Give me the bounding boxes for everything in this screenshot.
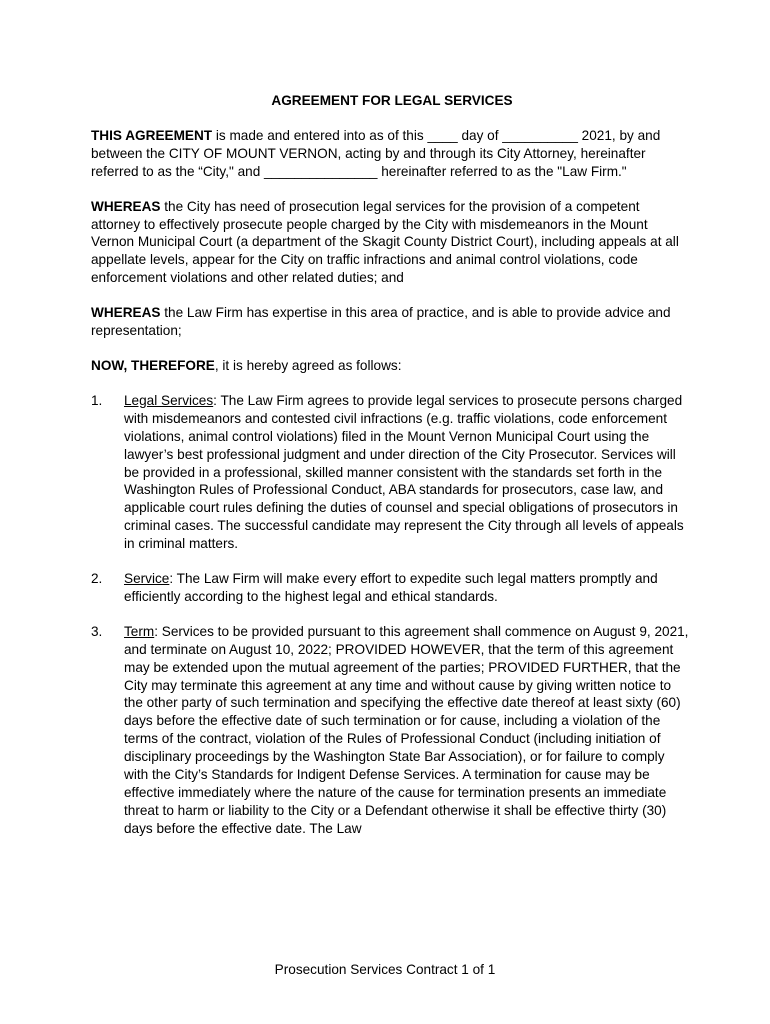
intro-lead: THIS AGREEMENT [91,127,213,143]
therefore-paragraph [91,357,691,375]
intro-text: is made and entered into as of this ____ day of __________ 2021, by and between the CITY OF MOUNT VERNON, acting by and through its City Attorney, hereinafter referred to as the “City," and _______________ hereinafter referred to as the "Law Firm." [91,127,661,179]
document-body [91,92,691,855]
section-number: 3. [91,623,103,639]
whereas-paragraph-2 [91,304,691,340]
page-footer: Prosecution Services Contract 1 of 1 [274,962,496,977]
section-heading: Term [124,623,155,639]
section-heading: Legal Services [124,392,214,408]
section-text: : The Law Firm will make every effort to expedite such legal matters promptly and efficiently according to the highest legal and ethical standards. [124,571,658,604]
section-body [124,570,691,606]
section-body [124,623,691,838]
intro-paragraph [91,127,691,181]
section-number: 2. [91,571,103,587]
whereas-2-lead: WHEREAS [91,305,161,321]
section-body [124,392,691,553]
therefore-text: , it is hereby agreed as follows: [214,357,402,373]
therefore-lead: NOW, THEREFORE [91,357,215,373]
section-heading: Service [124,571,170,587]
section-number: 1. [91,392,103,408]
whereas-paragraph-1 [91,198,691,288]
section-text: : Services to be provided pursuant to this agreement shall commence on August 9, 2021, and terminate on August 10, 2022; PROVIDED HOWEVER, that the term of this agreement may be extended upon the mutual agreement of the parties; PROVIDED FURTHER, that the City may terminate this agreement at any time and without cause by giving written notice to the other party of such termination and specifying the effective date thereof at least sixty (60) days before the effective date of such termination or for cause, including a violation of the terms of the contract, violation of the Rules of Professional Conduct (including initiation of disciplinary proceedings by the Washington State Bar Association), or for failure to comply with the City’s Standards for Indigent Defense Services. A termination for cause may be effective immediately where the nature of the cause for termination presents an immediate threat to harm or liability to the City or a Defendant otherwise it shall be effective thirty (30) days before the effective date. The Law [124,623,689,836]
document-title: AGREEMENT FOR LEGAL SERVICES [271,93,513,108]
whereas-1-text: the City has need of prosecution legal services for the provision of a competent attorney to effectively prosecute people charged by the City with misdemeanors in the Mount Vernon Municipal Court (a department of the Skagit County District Court), including appeals at all appellate levels, appear for the City on traffic infractions and animal control violations, code enforcement violations and other related duties; and [91,198,679,286]
whereas-2-text: the Law Firm has expertise in this area of practice, and is able to provide advice and representation; [91,305,671,339]
section-term [91,623,691,838]
section-text: : The Law Firm agrees to provide legal services to prosecute persons charged with misdemeanors and contested civil infractions (e.g. traffic violations, code enforcement violations, animal control violations) filed in the Mount Vernon Municipal Court using the lawyer’s best professional judgment and under direction of the City Prosecutor. Services will be provided in a professional, skilled manner consistent with the standards set forth in the Washington Rules of Professional Conduct, ABA standards for prosecutors, case law, and applicable court rules defining the duties of counsel and special obligations of prosecutors in criminal cases. The successful candidate may represent the City through all levels of appeals in criminal matters. [124,392,684,552]
section-service [91,570,691,606]
whereas-1-lead: WHEREAS [91,198,161,214]
section-legal-services [91,392,691,553]
